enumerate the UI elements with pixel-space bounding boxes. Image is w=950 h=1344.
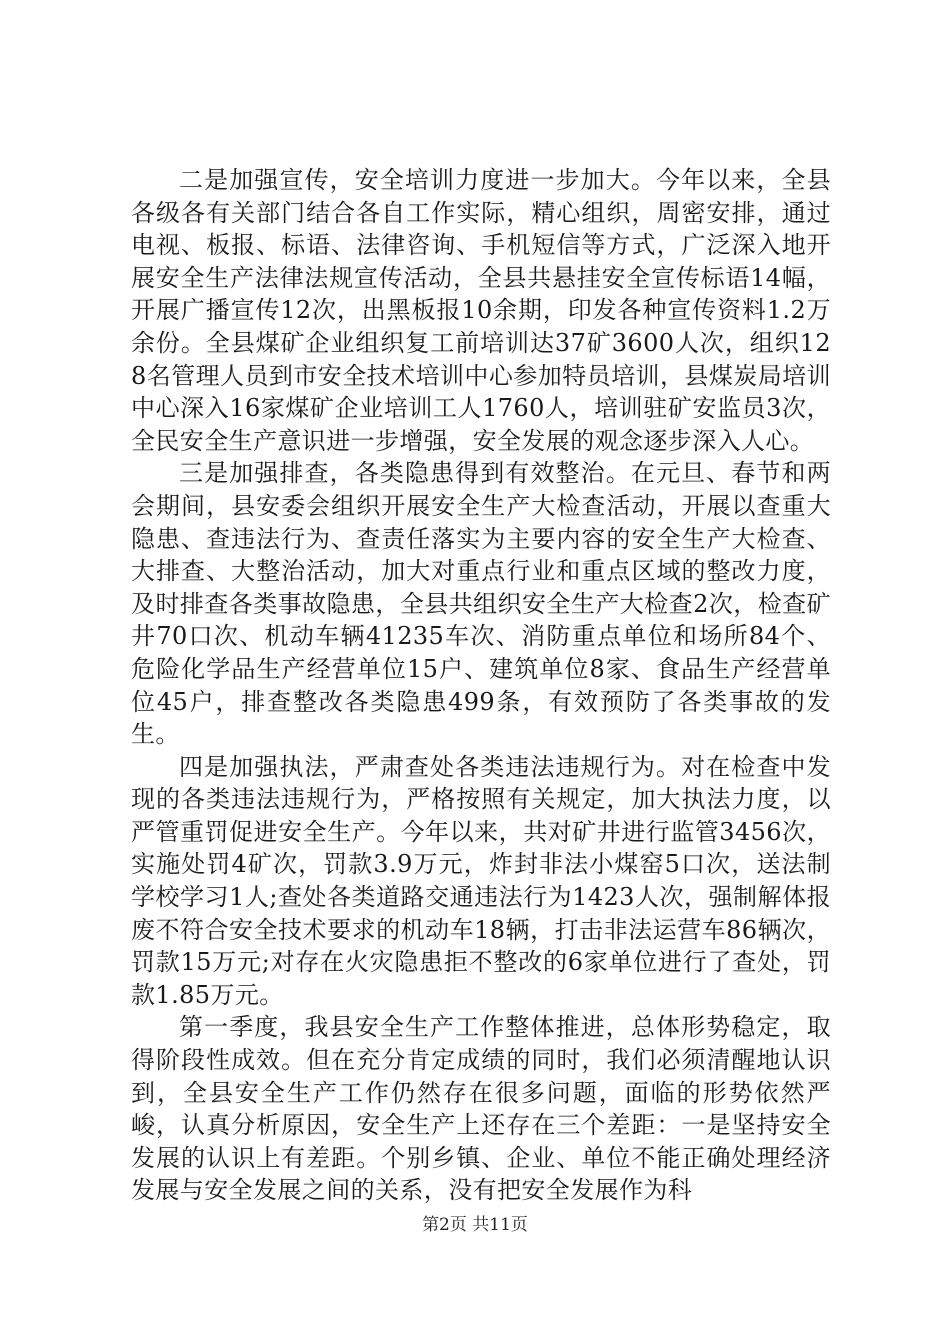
paragraph-enforcement: 四是加强执法，严肃查处各类违法违规行为。对在检查中发现的各类违法违规行为，严格按照有关规定，加大执法力度，以严管重罚促进安全生产。今年以来，共对矿井进行监管3456次，实施处罚4矿次，罚款3.9万元，炸封非法小煤窑5口次，送法制学校学习1人;查处各类道路交通违法行为1423人次，强制解体报废不符合安全技术要求的机动车18辆，打击非法运营车86辆次，罚款15万元;对存在火灾隐患拒不整改的6家单位进行了查处，罚款1.85万元。 — [131, 752, 831, 1009]
document-body — [131, 164, 831, 1207]
paragraph-first-quarter: 第一季度，我县安全生产工作整体推进，总体形势稳定，取得阶段性成效。但在充分肯定成绩的同时，我们必须清醒地认识到，全县安全生产工作仍然存在很多问题，面临的形势依然严峻，认真分析原因，安全生产上还存在三个差距：一是坚持安全发展的认识上有差距。个别乡镇、企业、单位不能正确处理经济发展与安全发展之间的关系，没有把安全发展作为科 — [131, 1013, 831, 1205]
page-number-footer: 第2页 共11页 — [422, 1215, 528, 1235]
paragraph-publicity: 二是加强宣传，安全培训力度进一步加大。今年以来，全县各级各有关部门结合各自工作实际，精心组织，周密安排，通过电视、板报、标语、法律咨询、手机短信等方式，广泛深入地开展安全生产法律法规宣传活动，全县共悬挂安全宣传标语14幅，开展广播宣传12次，出黑板报10余期，印发各种宣传资料1.2万余份。全县煤矿企业组织复工前培训达37矿3600人次，组织128名管理人员到市安全技术培训中心参加特员培训，县煤炭局培训中心深入16家煤矿企业培训工人1760人，培训驻矿安监员3次，全民安全生产意识进一步增强，安全发展的观念逐步深入人心。 — [131, 166, 831, 455]
paragraph-inspection: 三是加强排查，各类隐患得到有效整治。在元旦、春节和两会期间，县安委会组织开展安全生产大检查活动，开展以查重大隐患、查违法行为、查责任落实为主要内容的安全生产大检查、大排查、大整治活动，加大对重点行业和重点区域的整改力度，及时排查各类事故隐患，全县共组织安全生产大检查2次，检查矿井70口次、机动车辆41235车次、消防重点单位和场所84个、危险化学品生产经营单位15户、建筑单位8家、食品生产经营单位45户，排查整改各类隐患499条，有效预防了各类事故的发生。 — [131, 459, 831, 749]
